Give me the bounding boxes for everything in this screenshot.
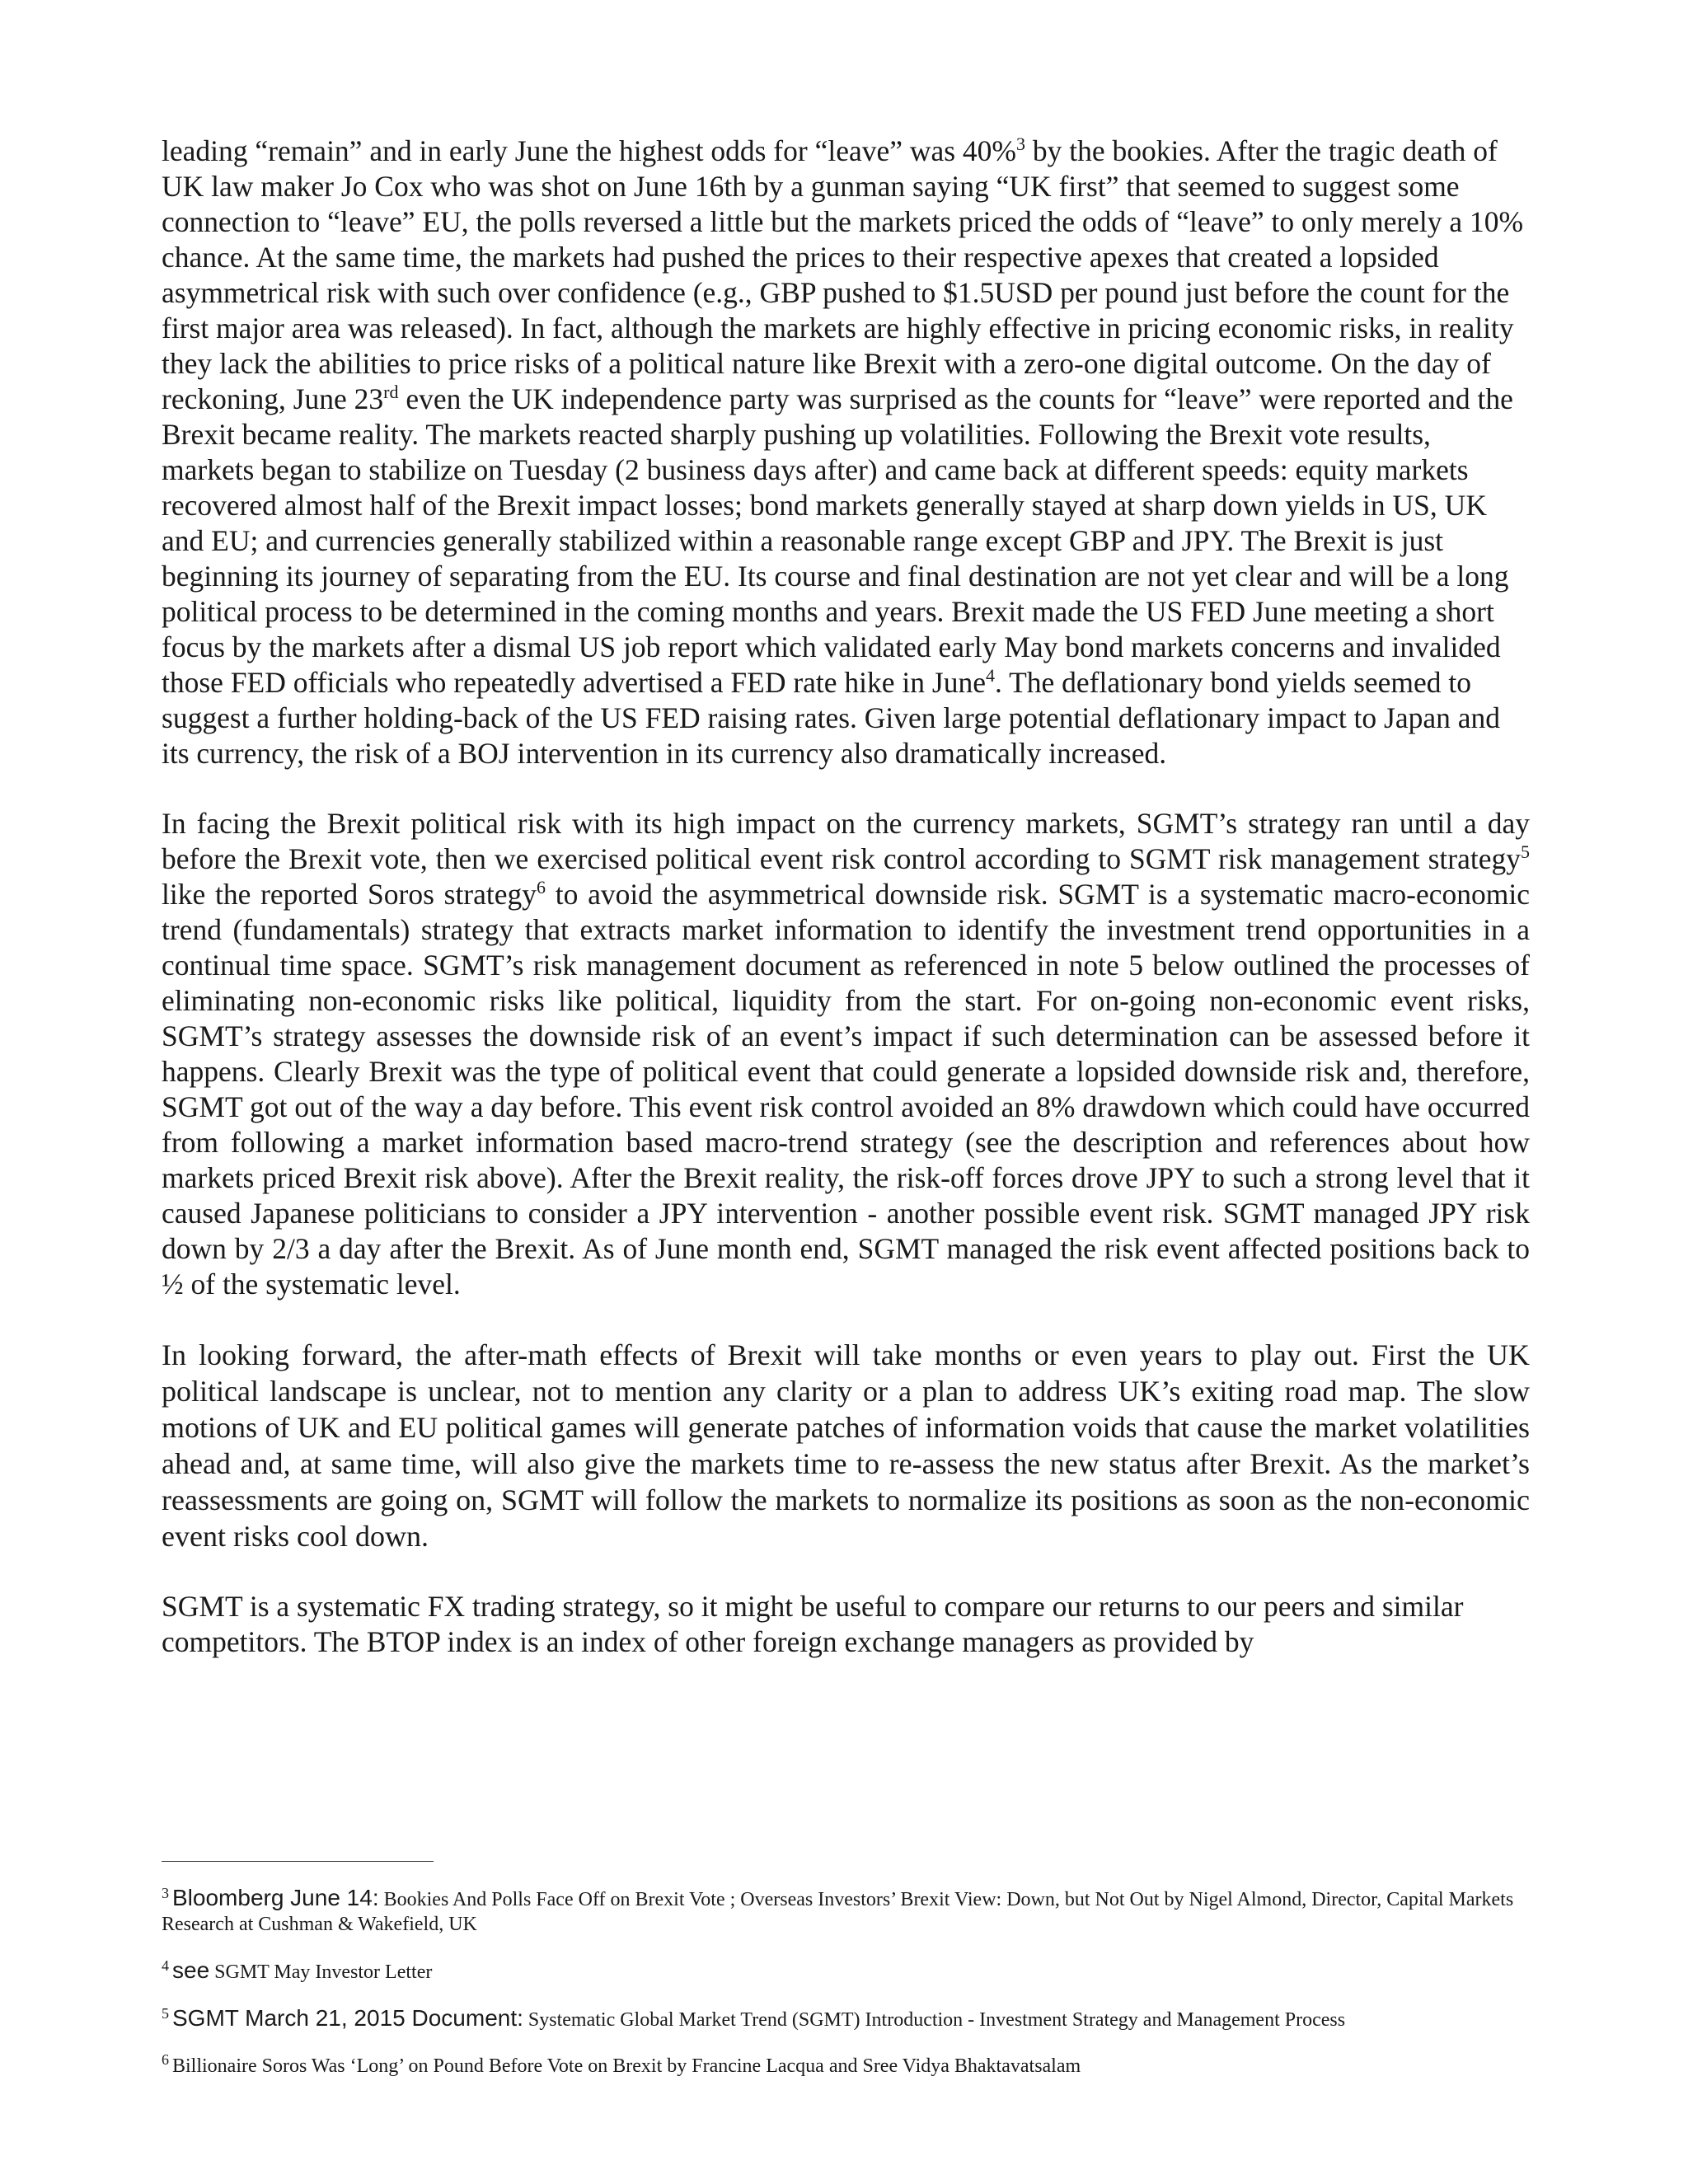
footnote-source: Bloomberg June 14: xyxy=(172,1885,379,1910)
paragraph-outlook: In looking forward, the after-math effects of Brexit will take months or even years to play out. First the UK political landscape is unclear, not to mention any clarity or a plan to address UK’s exiting road map. The slow motions of UK and EU political games will generate patches of information voids that cause the market volatilities ahead and, at same time, will also give the markets time to re-assess the new status after Brexit. As the market’s reassessments are going on, SGMT will follow the markets to normalize its positions as soon as the non-economic event risks cool down. xyxy=(162,1338,1530,1553)
paragraph-brexit-odds xyxy=(162,134,1530,771)
footnote-5 xyxy=(162,2006,1538,2032)
text-run: to avoid the asymmetrical downside risk. SGMT is a systematic macro-economic trend (fundamentals) strategy that extracts market information to identify the investment trend opportunities in a continual time space. SGMT’s risk management document as referenced in note 5 below outlined the processes of eliminating non-economic risks like political, liquidity from the start. For on-going non-economic event risks, SGMT’s strategy assesses the downside risk of an event’s impact if such determination can be assessed before it happens. Clearly Brexit was the type of political event that could generate a lopsided downside risk and, therefore, SGMT got out of the way a day before. This event risk control avoided an 8% drawdown which could have occurred from following a market information based macro-trend strategy (see the description and references about how markets priced Brexit risk above). After the Brexit reality, the risk-off forces drove JPY to such a strong level that it caused Japanese politicians to consider a JPY intervention - another possible event risk. SGMT managed JPY risk down by 2/3 a day after the Brexit. As of June month end, SGMT managed the risk event affected positions back to ½ of the systematic level. xyxy=(162,878,1530,1301)
footnote-text: SGMT May Investor Letter xyxy=(209,1961,433,1983)
text-run: by the bookies. After the tragic death of UK law maker Jo Cox who was shot on June 16th by a gunman saying “UK first” that seemed to suggest some connection to “leave” EU, the polls reversed a little but the markets priced the odds of “leave” to only merely a 10% chance. At the same time, the markets had pushed the prices to their respective apexes that created a lopsided asymmetrical risk with such over confidence (e.g., GBP pushed to $1.5USD per pound just before the count for the first major area was released). In fact, although the markets are highly effective in pricing economic risks, in reality they lack the abilities to price risks of a political nature like Brexit with a zero-one digital outcome. On the day of reckoning, June 23 xyxy=(162,134,1524,415)
text-run: like the reported Soros strategy xyxy=(162,878,537,911)
text-run: even the UK independence party was surprised as the counts for “leave” were reported and the Brexit became reality. The markets reacted sharply pushing up volatilities. Following the Brexit vote results, markets began to stabilize on Tuesday (2 business days after) and came back at different speeds: equity markets recovered almost half of the Brexit impact losses; bond markets generally stayed at sharp down yields in US, UK and EU; and currencies generally stabilized within a reasonable range except GBP and JPY. The Brexit is just beginning its journey of separating from the EU. Its course and final destination are not yet clear and will be a long political process to be determined in the coming months and years. Brexit made the US FED June meeting a short focus by the markets after a dismal US job report which validated early May bond markets concerns and invalided those FED officials who repeatedly advertised a FED rate hike in June xyxy=(162,382,1513,699)
footnote-source: see xyxy=(172,1957,210,1983)
document-page xyxy=(162,134,1530,1694)
footnote-ref-6[interactable]: 6 xyxy=(537,876,546,898)
footnote-4 xyxy=(162,1958,1538,1985)
footnote-mark: 6 xyxy=(162,2051,169,2068)
footnote-3 xyxy=(162,1886,1538,1937)
footnote-mark: 3 xyxy=(162,1885,169,1901)
paragraph-btop-comparison: SGMT is a systematic FX trading strategy, so it might be useful to compare our returns to our peers and similar competitors. The BTOP index is an index of other foreign exchange managers as provided by xyxy=(162,1590,1464,1658)
ordinal-suffix: rd xyxy=(383,381,399,402)
paragraph-risk-control xyxy=(162,806,1530,1302)
footnote-ref-3[interactable]: 3 xyxy=(1016,133,1026,154)
footnote-ref-4[interactable]: 4 xyxy=(985,664,995,686)
footnote-separator xyxy=(162,1861,434,1862)
footnote-mark: 4 xyxy=(162,1957,169,1974)
text-run: . The deflationary bond yields seemed to suggest a further holding-back of the US FED raising rates. Given large potential deflationary impact to Japan and its currency, the risk of a BOJ intervention in its currency also dramatically increased. xyxy=(162,666,1501,770)
footnote-text: Bookies And Polls Face Off on Brexit Vote ; Overseas Investors’ Brexit View: Down, but Not Out by Nigel Almond, Director, Capital Markets Research at Cushman & Wakefield, UK xyxy=(162,1889,1514,1935)
text-run: In facing the Brexit political risk with its high impact on the currency markets, SGMT’s strategy ran until a day before the Brexit vote, then we exercised political event risk control according to SGMT risk management strategy xyxy=(162,807,1530,875)
footnote-ref-5[interactable]: 5 xyxy=(1521,841,1530,862)
text-run: leading “remain” and in early June the highest odds for “leave” was 40% xyxy=(162,134,1017,167)
footnote-text: Systematic Global Market Trend (SGMT) Introduction - Investment Strategy and Management Process xyxy=(523,2009,1346,2031)
footnote-source: SGMT March 21, 2015 Document: xyxy=(172,2005,523,2031)
footnote-mark: 5 xyxy=(162,2005,169,2022)
footnotes xyxy=(162,1886,1538,2100)
footnote-6 xyxy=(162,2051,1538,2079)
footnote-text: Billionaire Soros Was ‘Long’ on Pound Before Vote on Brexit by Francine Lacqua and Sree Vidya Bhaktavatsalam xyxy=(172,2055,1081,2077)
